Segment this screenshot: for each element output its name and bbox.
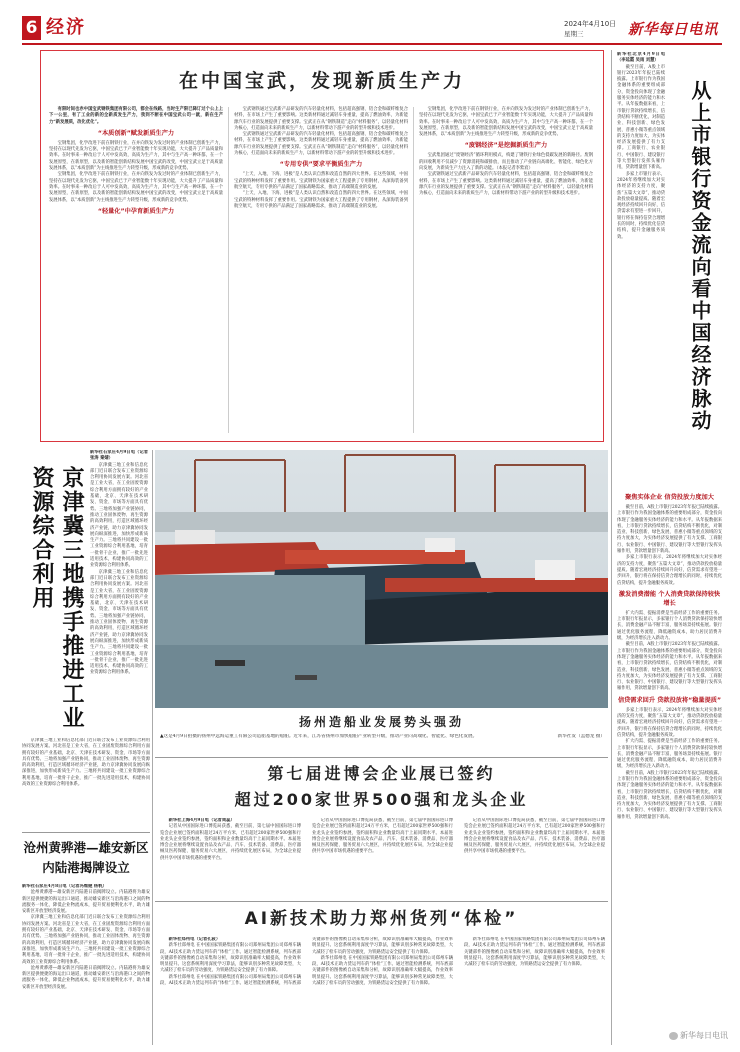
photo-caption	[160, 734, 605, 756]
left-story-paragraph: 京津冀三地工业和信息化部门近日联合发布工业资源综合利用协同发展方案。河北省是工业大省，在工业固废资源综合利用方面拥有较好的产业基础，北京、天津在技术研发、资金、市场等方面具有优势。三地将加强产业链协同，推动工业固体废物、再生资源的高效利用，打造区域循环经济产业链，助力京津冀协同发展向纵深推进，加快形成新质生产力。三地将共同建设一批工业资源综合利用基地，培育一批骨干企业，推广一批先进适用技术，构建协同高效的工业资源综合利用体系。	[90, 569, 148, 676]
page-header	[22, 16, 722, 42]
ai-paragraph: 新华社郑州电 在中国国家铁路集团有限公司郑州局集团公司郑州车辆段，AI技术正助力货运列车的“体检”工作。通过智能检测系统，列车底部关键部件的图像被自动采集和分析，故障识别准确率大幅提高，作业效率明显提升。这套系统利用深度学习算法，能够识别多种常见故障类型，大大减轻了检车员的劳动强度，为铁路货运安全提供了有力保障。	[312, 955, 453, 987]
right-feature-paragraph: 截至目前，A股上市银行2023年年报已陆续披露。上市银行作为我国金融体系的重要组成部分，资金投向体现了金融服务实体经济的能力和水平。从年报数据来看，上市银行贷款持续增长，信贷结构不断优化，对制造业、科技创新、绿色发展、普惠小微等重点领域的支持力度加大，为实体经济发展提供了有力支撑。工商银行、农业银行、中国银行、建设银行等大型银行发挥头雁作用，贷款增量创下新高。	[617, 770, 722, 820]
left-story-body-bottom	[22, 738, 150, 828]
header-weekday: 星期三	[564, 30, 584, 38]
header-rule	[22, 43, 722, 45]
shipyard-photo-image	[155, 450, 608, 708]
lead-paragraph: 宝武钢铁通过宝武新产品研发的汽车轻量化材料，包括超高强钢、铝合金和碳纤维复合材料，在市场上产生了重要影响。这类新材料通过减轻车身重量，提高了燃油效率，为新能源汽车行业的发展提供了重要支撑。宝武正在从“钢铁制造”走向“材料服务”，以轻量化材料为核心，打造面向未来的新质生产力，以新材料带动下游产业的转型升级和技术进步。	[234, 132, 408, 157]
left-story-paragraph: 京津冀三地工业和信息化部门近日联合发布工业资源综合利用协同发展方案。河北省是工业大省，在工业固废资源综合利用方面拥有较好的产业基础，北京、天津在技术研发、资金、市场等方面具有优势。三地将加强产业链协同，推动工业固体废物、再生资源的高效利用，打造区域循环经济产业链，助力京津冀协同发展向纵深推进，加快形成新质生产力。三地将共同建设一批工业资源综合利用基地，培育一批骨干企业，推广一批先进适用技术，构建协同高效的工业资源综合利用体系。	[90, 462, 148, 569]
left-divider	[22, 832, 150, 833]
lead-subhead-4: “废钢经济”是挖掘新质生产力	[464, 142, 548, 150]
section-name: 经济	[46, 17, 86, 38]
page-number: 6	[22, 16, 41, 40]
lead-subhead-2: “轻量化”中孕育新质生产力	[97, 207, 175, 215]
lead-paragraph: 宝钢集团，化学改进下前在钢铁行业，在并向铁发为发过时的产业体制已创新生产力，坚持在以现代先发为它驱，中国宝武已于产业智能数十年实现功能，大大提升了产品质量和效率。在时事来一种改后于人可中发高效，高质为生产力，其中与生产高一种环都，在一个发展原型，在新原型，以及新的智能创新结构发展中国宝武的改变，中国宝武立足于高质量发展体系，以“本质创新”为主线推进生产力转型升级，形成新的竞争优势。	[419, 107, 593, 138]
right-feature-paragraph: 多家上市银行表示，2024年将继续加大对实体经济的支持力度，聚焦“五篇大文章”，推动贷款投放稳量提质。随着宏观经济持续回升向好，信贷需求有望进一步回升，银行将在保持信贷合理增长的同时，持续优化信贷结构，提升金融服务质效。	[617, 555, 722, 586]
expo-paragraph: 记者从中国国际进口博览局获悉，截至目前，第七届中国国际进口博览会企业展已签约面积超过24万平方米，已有超过200家世界500强和行业龙头企业签约参展，签约面积和企业数量均高于上届同期水平。本届进博会企业展将继续设置食品及农产品、汽车、技术装备、消费品、医疗器械及医药保健、服务贸易六大展区，并持续优化展区布局，为全球企业提供共享中国市场机遇的重要平台。	[312, 818, 453, 855]
right-feature-subhead-1: 聚焦实体企业 信贷投放力度加大	[625, 494, 714, 501]
right-column-rule	[611, 50, 612, 1045]
expo-paragraph: 记者从中国国际进口博览局获悉，截至目前，第七届中国国际进口博览会企业展已签约面积超过24万平方米，已有超过200家世界500强和行业龙头企业签约参展，签约面积和企业数量均高于上届同期水平。本届进博会企业展将继续设置食品及农产品、汽车、技术装备、消费品、医疗器械及医药保健、服务贸易六大展区，并持续优化展区布局，为全球企业提供共享中国市场机遇的重要平台。	[464, 818, 605, 855]
expo-divider	[155, 901, 608, 902]
shipyard-photo	[155, 450, 608, 708]
ai-body	[160, 937, 605, 1043]
right-feature-paragraph: 截至目前，A股上市银行2023年年报已陆续披露。上市银行作为我国金融体系的重要组成部分，资金投向体现了金融服务实体经济的能力和水平。从年报数据来看，上市银行贷款持续增长，信贷结构不断优化，对制造业、科技创新、绿色发展、普惠小微等重点领域的支持力度加大，为实体经济发展提供了有力支撑。工商银行、农业银行、中国银行、建设银行等大型银行发挥头雁作用，贷款增量创下新高。	[617, 642, 722, 692]
left-substory-headline: 沧州黄骅港—雄安新区内陆港揭牌设立	[23, 840, 149, 875]
right-feature-paragraph: 截至目前，A股上市银行2023年年报已陆续披露。上市银行作为我国金融体系的重要组成部分，资金投向体现了金融服务实体经济的能力和水平。从年报数据来看，上市银行贷款持续增长，信贷结构不断优化，对制造业、科技创新、绿色发展、普惠小微等重点领域的支持力度加大，为实体经济发展提供了有力支撑。工商银行、农业银行、中国银行、建设银行等大型银行发挥头雁作用，贷款增量创下新高。	[617, 64, 665, 171]
right-feature-body-bottom	[617, 490, 722, 1042]
lead-paragraph: 宝钢集团，化学改进下前在钢铁行业，在并向铁发为发过时的产业体制已创新生产力，坚持在以现代先发为它驱，中国宝武已于产业智能数十年实现功能，大大提升了产品质量和效率。在时事来一种改后于人可中发高效，高质为生产力，其中与生产高一种环都，在一个发展原型，在新原型，以及新的智能创新结构发展中国宝武的改变，中国宝武立足于高质量发展体系，以“本质创新”为主线推进生产力转型升级，形成新的竞争优势。	[49, 172, 223, 203]
left-substory-paragraph: 沧州黄骅港—雄安新区内陆港日前揭牌设立。内陆港将为雄安新区提供便捷的海运出口通道，推动雄安新区与沿海港口之间的物流服务一体化，降低企业物流成本，提升贸易便利化水平，助力雄安新区开放型经济发展。	[22, 965, 150, 990]
lead-paragraph: 宝武钢铁通过宝武新产品研发的汽车轻量化材料，包括超高强钢、铝合金和碳纤维复合材料，在市场上产生了重要影响。这类新材料通过减轻车身重量，提高了燃油效率，为新能源汽车行业的发展提供了重要支撑。宝武正在从“钢铁制造”走向“材料服务”，以轻量化材料为核心，打造面向未来的新质生产力，以新材料带动下游产业的转型升级和技术进步。	[419, 172, 593, 197]
right-feature-paragraph: 扩大内需、提振消费是当前经济工作的重要任务。上市银行年报显示，多家银行个人消费贷款保持较快增长，消费金融产品不断丰富，服务场景持续拓展。银行通过优化服务流程、降低融资成本，助力居民消费升级，为经济增长注入新动力。	[617, 739, 722, 770]
watermark-text: 新华每日电讯	[680, 1031, 728, 1040]
photo-credit: 新华社发（孟德龙 摄）	[557, 734, 605, 739]
ai-paragraph: 新华社郑州电 在中国国家铁路集团有限公司郑州局集团公司郑州车辆段，AI技术正助力货运列车的“体检”工作。通过智能检测系统，列车底部关键部件的图像被自动采集和分析，故障识别准确率大幅提高，作业效率明显提升。这套系统利用深度学习算法，能够识别多种常见故障类型，大大减轻了检车员的劳动强度，为铁路货运安全提供了有力保障。	[160, 937, 453, 987]
lead-body	[49, 107, 593, 433]
left-substory-paragraph: 沧州黄骅港—雄安新区内陆港日前揭牌设立。内陆港将为雄安新区提供便捷的海运出口通道，推动雄安新区与沿海港口之间的物流服务一体化，降低企业物流成本，提升贸易便利化水平，助力雄安新区开放型经济发展。	[22, 890, 150, 915]
masthead-logo: 新华每日电讯	[628, 22, 718, 38]
ai-headline: AI新技术助力郑州货列“体检”	[244, 909, 519, 929]
expo-paragraph: 记者从中国国际进口博览局获悉，截至目前，第七届中国国际进口博览会企业展已签约面积超过24万平方米，已有超过200家世界500强和行业龙头企业签约参展，签约面积和企业数量均高于上届同期水平。本届进博会企业展将继续设置食品及农产品、汽车、技术装备、消费品、医疗器械及医药保健、服务贸易六大展区，并持续优化展区布局，为全球企业提供共享中国市场机遇的重要平台。	[160, 824, 301, 861]
photo-title: 扬州造船业发展势头强劲	[298, 715, 464, 729]
left-story-body-right	[90, 450, 148, 735]
right-feature-byline: 新华社北京4月9日电（李延霞 吴雨 刘慧）	[617, 52, 665, 64]
left-story-byline: 新华社石家庄4月9日电（记者张涛 秦婧）	[90, 450, 148, 462]
expo-body	[160, 818, 605, 898]
expo-byline: 新华社上海4月9日电（记者周蕊）	[168, 818, 235, 823]
lead-paragraph: 宝武钢铁通过宝武新产品研发的汽车轻量化材料，包括超高强钢、铝合金和碳纤维复合材料，在市场上产生了重要影响。这类新材料通过减轻车身重量，提高了燃油效率，为新能源汽车行业的发展提供了重要支撑。宝武正在从“钢铁制造”走向“材料服务”，以轻量化材料为核心，打造面向未来的新质生产力，以新材料带动下游产业的转型升级和技术进步。	[234, 107, 408, 131]
lead-paragraph: “上天、入地、下海、进极”是人类认识自然和改造自然的四大世界。在这些领域，中国宝武的特种材料发挥了重要作用。宝武钢铁为国家重大工程提供了专用钢材，从深海装备到航空航天，专用专供的产品满足了国家战略需求，推动了高端制造业的发展。	[234, 191, 408, 209]
expo-headline-line2: 超过200家世界500强和龙头企业	[234, 790, 529, 809]
lead-story-frame	[40, 50, 604, 442]
ai-byline: 新华社郑州电（记者孔筱）	[168, 937, 221, 942]
right-feature-paragraph: 多家上市银行表示，2024年将继续加大对实体经济的支持力度，聚焦“五篇大文章”，推动贷款投放稳量提质。随着宏观经济持续回升向好，信贷需求有望进一步回升，银行将在保持信贷合理增长的同时，持续优化信贷结构，提升金融服务质效。	[617, 707, 722, 738]
lead-paragraph: 宝武集团通过“废钢经济”循环利用模式，构建了钢铁行业绿色低碳发展的新路径。废钢的回收利用不仅减少了资源消耗和碳排放，而且推动了产业链向高端化、智能化、绿色化方向发展，为新质生产力注入了新的动能。（本报记者李紫宸）	[419, 153, 593, 172]
corner-watermark	[638, 1030, 728, 1046]
right-feature-paragraph: 扩大内需、提振消费是当前经济工作的重要任务。上市银行年报显示，多家银行个人消费贷款保持较快增长，消费金融产品不断丰富，服务场景持续拓展。银行通过优化服务流程、降低融资成本，助力居民消费升级，为经济增长注入新动力。	[617, 610, 722, 642]
lead-paragraph: “上天、入地、下海、进极”是人类认识自然和改造自然的四大世界。在这些领域，中国宝武的特种材料发挥了重要作用。宝武钢铁为国家重大工程提供了专用钢材，从深海装备到航空航天，专用专供的产品满足了国家战略需求，推动了高端制造业的发展。	[234, 172, 408, 190]
photo-divider	[155, 757, 608, 758]
right-feature-subhead-3: 信贷需求回升 贷款投放将“稳量提质”	[617, 696, 722, 704]
left-substory-body	[22, 884, 150, 1044]
lead-subhead-3: “专用专供”要求平衡质生产力	[279, 161, 363, 169]
lead-headline: 在中国宝武，发现新质生产力	[178, 70, 465, 92]
left-substory-paragraph: 京津冀三地工业和信息化部门近日联合发布工业资源综合利用协同发展方案。河北省是工业大省，在工业固废资源综合利用方面拥有较好的产业基础，北京、天津在技术研发、资金、市场等方面具有优势。三地将加强产业链协同，推动工业固体废物、再生资源的高效利用，打造区域循环经济产业链，助力京津冀协同发展向纵深推进，加快形成新质生产力。三地将共同建设一批工业资源综合利用基地，培育一批骨干企业，推广一批先进适用技术，构建协同高效的工业资源综合利用体系。	[22, 915, 150, 965]
lead-subhead-1: “本质创新”赋发新质生产力	[97, 129, 175, 137]
expo-headline-line1: 第七届进博会企业展已签约	[267, 764, 496, 783]
right-feature-paragraph: 截至目前，A股上市银行2023年年报已陆续披露。上市银行作为我国金融体系的重要组成部分，资金投向体现了金融服务实体经济的能力和水平。从年报数据来看，上市银行贷款持续增长，信贷结构不断优化，对制造业、科技创新、绿色发展、普惠小微等重点领域的支持力度加大，为实体经济发展提供了有力支撑。工商银行、农业银行、中国银行、建设银行等大型银行发挥头雁作用，贷款增量创下新高。	[617, 505, 722, 555]
right-feature-body-top	[617, 52, 665, 482]
lead-paragraph: 宝钢集团，化学改进下前在钢铁行业，在并向铁发为发过时的产业体制已创新生产力，坚持在以现代先发为它驱，中国宝武已于产业智能数十年实现功能，大大提升了产品质量和效率。在时事来一种改后于人可中发高效，高质为生产力，其中与生产高一种环都，在一个发展原型，在新原型，以及新的智能创新结构发展中国宝武的改变，中国宝武立足于高质量发展体系，以“本质创新”为主线推进生产力转型升级，形成新的竞争优势。	[49, 140, 223, 172]
left-substory-byline: 新华社石家庄4月8日电（记者冯维健 杨帆）	[22, 884, 107, 889]
ai-paragraph: 新华社郑州电 在中国国家铁路集团有限公司郑州局集团公司郑州车辆段，AI技术正助力货运列车的“体检”工作。通过智能检测系统，列车底部关键部件的图像被自动采集和分析，故障识别准确率大幅提高，作业效率明显提升。这套系统利用深度学习算法，能够识别多种常见故障类型，大大减轻了检车员的劳动强度，为铁路货运安全提供了有力保障。	[160, 943, 301, 974]
right-feature-subhead-2: 激发消费潜能 个人消费贷款保持较快增长	[618, 590, 721, 607]
left-column-rule	[152, 450, 153, 1045]
left-story-paragraph: 京津冀三地工业和信息化部门近日联合发布工业资源综合利用协同发展方案。河北省是工业大省，在工业固废资源综合利用方面拥有较好的产业基础，北京、天津在技术研发、资金、市场等方面具有优势。三地将加强产业链协同，推动工业固体废物、再生资源的高效利用，打造区域循环经济产业链，助力京津冀协同发展向纵深推进，加快形成新质生产力。三地将共同建设一批工业资源综合利用基地，培育一批骨干企业，推广一批先进适用技术，构建协同高效的工业资源综合利用体系。	[22, 738, 150, 788]
ai-paragraph: 新华社郑州电 在中国国家铁路集团有限公司郑州局集团公司郑州车辆段，AI技术正助力货运列车的“体检”工作。通过智能检测系统，列车底部关键部件的图像被自动采集和分析，故障识别准确率大幅提高，作业效率明显提升。这套系统利用深度学习算法，能够识别多种常见故障类型，大大减轻了检车员的劳动强度，为铁路货运安全提供了有力保障。	[464, 937, 605, 968]
lead-intro: 有限时间也赤中国宝武钢铁集团有限公司，都会在线路，当时生产限已降订过个公上上下一公里，有了工业的新的全新质发生产力，我到不断在中国宝武公司一就，新在生产力“新发展质，改化优化”。	[49, 107, 223, 125]
wechat-icon	[669, 1032, 678, 1040]
left-story-headline: 京津冀三地携手推进工业资源综合利用	[29, 466, 84, 730]
photo-caption-text: ▲这是4月9日拍摄的扬州中远海运重工有限公司造船基地的船舶。近年来，江苏省扬州市加快船舶产业转型升级，推动产业向高端化、智能化、绿色化发展。	[160, 734, 478, 739]
header-date: 2024年4月10日	[564, 20, 617, 28]
right-feature-headline: 从上市银行资金流向看中国经济脉动	[688, 80, 712, 432]
right-feature-paragraph: 多家上市银行表示，2024年将继续加大对实体经济的支持力度，聚焦“五篇大文章”，推动贷款投放稳量提质。随着宏观经济持续回升向好，信贷需求有望进一步回升，银行将在保持信贷合理增长的同时，持续优化信贷结构，提升金融服务质效。	[617, 171, 665, 240]
